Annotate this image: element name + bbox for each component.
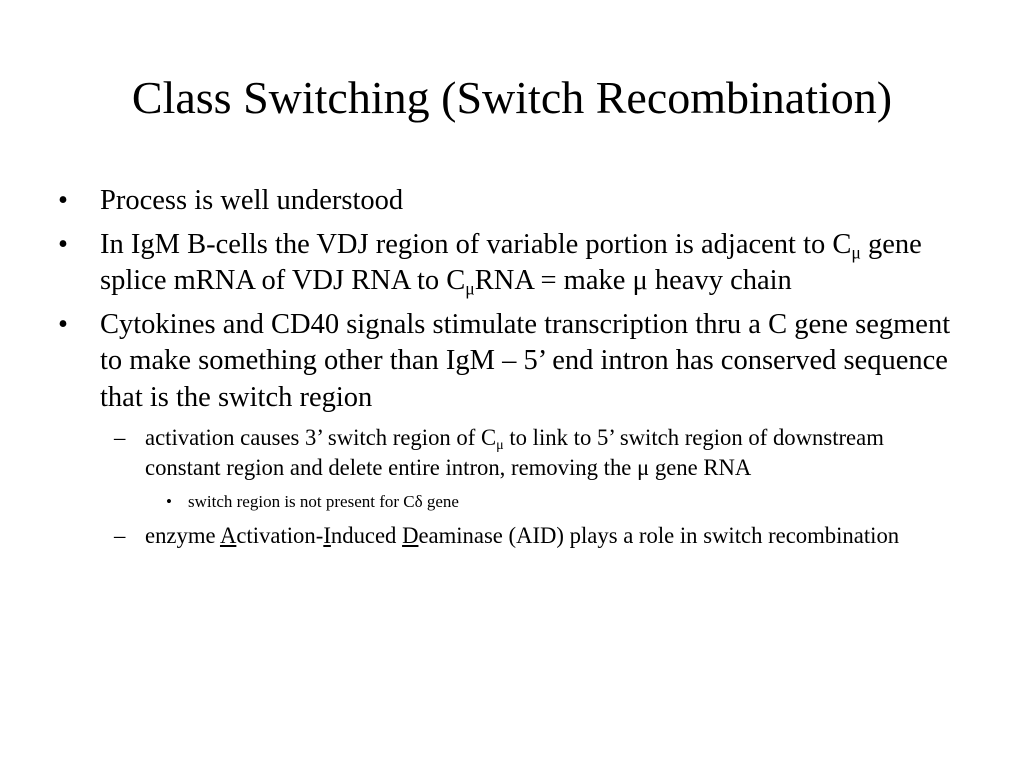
bullet-text: Cytokines and CD40 signals stimulate transcription thru a C gene segment to make something other than IgM – 5’ end intron has conserved sequence that is the switch region <box>100 308 951 413</box>
bullet-marker: • <box>58 185 68 216</box>
bullet-marker: • <box>58 308 68 340</box>
bullet-text: Process is well understood <box>100 185 404 216</box>
slide-content <box>58 183 958 558</box>
dash-marker: – <box>114 523 126 548</box>
underlined-letter: A <box>219 523 237 548</box>
bullet-cytokines <box>58 307 958 417</box>
sub-sub-bullet-text: switch region is not present for Cδ gene <box>188 492 459 511</box>
bullet-marker: • <box>166 492 172 511</box>
sub-bullet-text-part: ctivation- <box>236 523 324 548</box>
subscript-mu: μ <box>465 278 475 299</box>
bullet-text-part: RNA = make μ heavy chain <box>474 265 792 296</box>
sub-bullet-text-part: enzyme <box>145 523 220 548</box>
bullet-process <box>58 183 958 220</box>
subscript-mu: μ <box>851 241 861 262</box>
sub-bullet-text-part: to link to 5’ switch region of downstream constant region and delete entire intron, removing the μ gene RNA <box>145 425 884 480</box>
sub-bullet-activation <box>100 423 958 482</box>
dash-marker: – <box>114 425 126 450</box>
sub-sub-bullet-switch-region <box>145 489 958 514</box>
underlined-letter: I <box>323 523 331 548</box>
bullet-text-part: In IgM B-cells the VDJ region of variable portion is adjacent to C <box>100 228 852 260</box>
bullet-igm-b-cells <box>58 227 958 300</box>
slide-title: Class Switching (Switch Recombination) <box>131 72 893 123</box>
sub-bullet-aid-enzyme <box>100 521 958 551</box>
bullet-text-part: gene splice mRNA of VDJ RNA to C <box>100 228 922 296</box>
sub-bullet-text-part: eaminase (AID) plays a role in switch recombination <box>418 523 900 548</box>
sub-bullet-text-part: activation causes 3’ switch region of C <box>145 425 497 450</box>
subscript-mu: μ <box>496 437 504 454</box>
sub-bullet-text-part: nduced <box>330 523 403 548</box>
bullet-marker: • <box>58 228 68 260</box>
underlined-letter: D <box>402 523 419 548</box>
